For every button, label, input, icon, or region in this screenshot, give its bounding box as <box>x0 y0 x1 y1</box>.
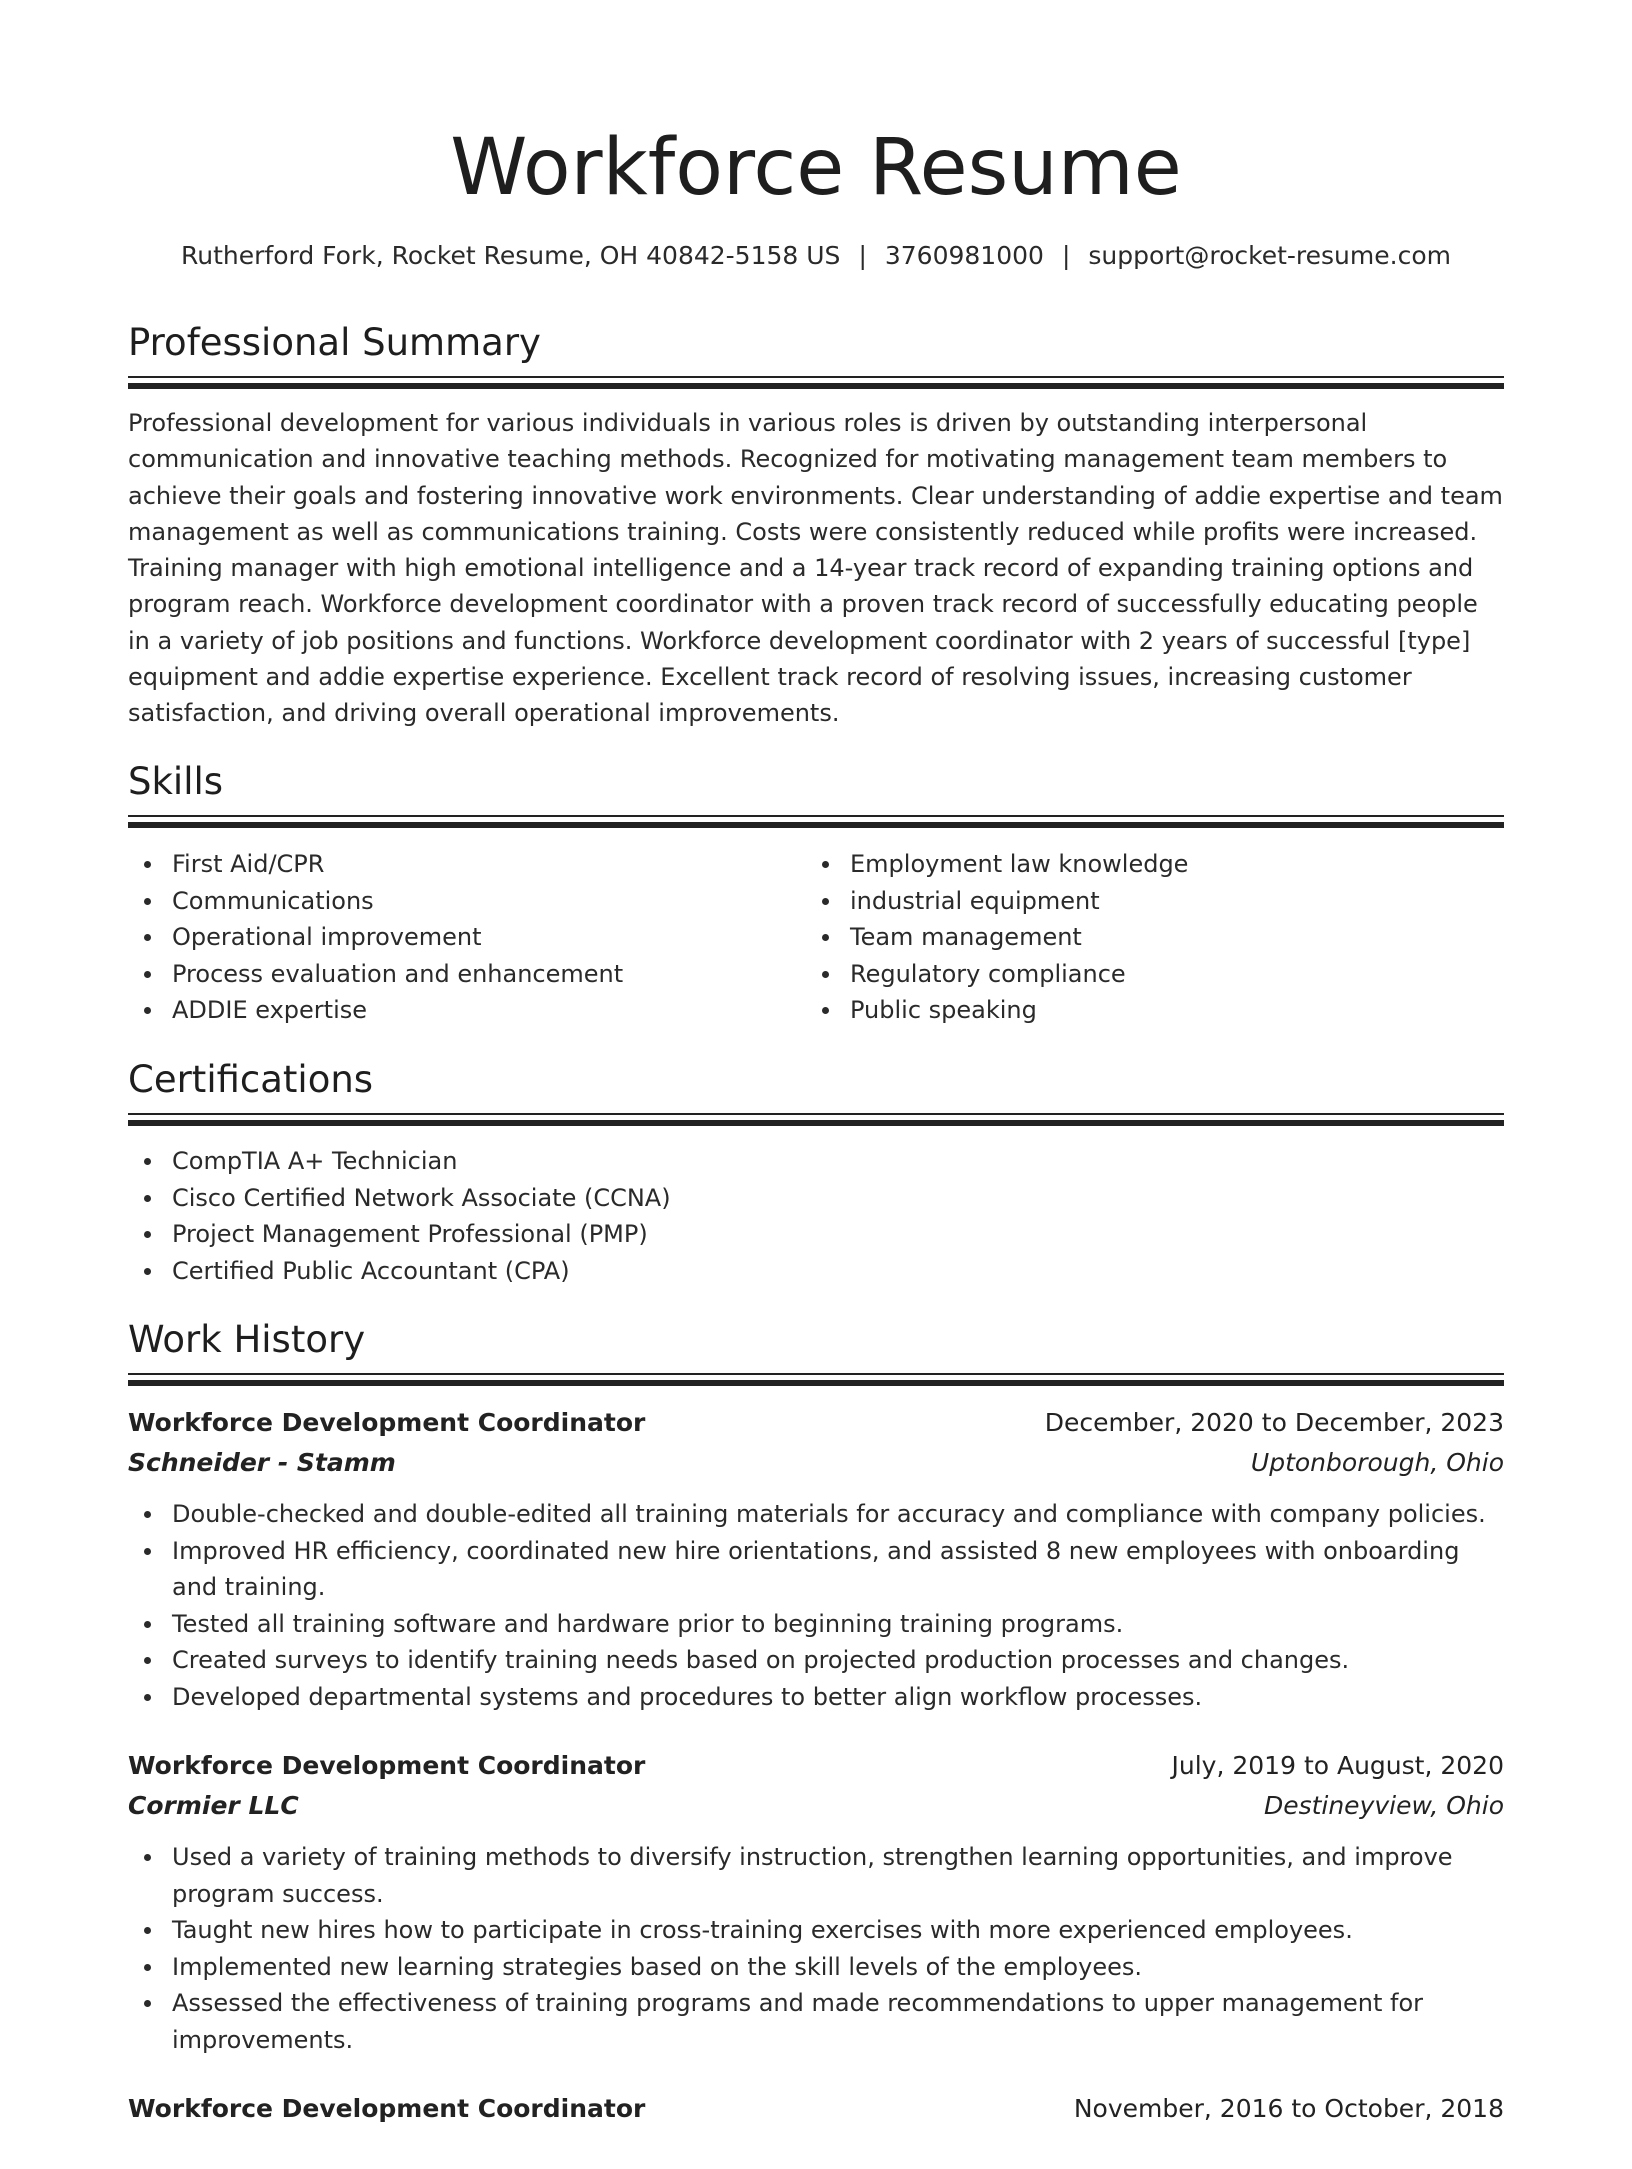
job-bullet: Developed departmental systems and procedures to better align workflow processes. <box>128 1679 1504 1716</box>
job-bullet: Used a variety of training methods to diversify instruction, strengthen learning opportunities, and improve program success. <box>128 1839 1504 1912</box>
contact-phone: 3760981000 <box>884 241 1044 270</box>
skills-list-right <box>806 846 1504 1029</box>
summary-text: Professional development for various individuals in various roles is driven by outstanding interpersonal communication and innovative teaching methods. Recognized for motivating management team members to achieve their goals and fostering innovative work environments. Clear understanding of addie expertise and team management as well as communications training. Costs were consistently reduced while profits were increased. Training manager with high emotional intelligence and a 14-year track record of expanding training options and program reach. Workforce development coordinator with a proven track record of successfully educating people in a variety of job positions and functions. Workforce development coordinator with 2 years of successful [type] equipment and addie expertise experience. Excellent track record of resolving issues, increasing customer satisfaction, and driving overall operational improvements. <box>128 409 1503 728</box>
contact-line <box>128 236 1504 276</box>
job-dates: December, 2020 to December, 2023 <box>1044 1408 1504 1437</box>
skill-item: Communications <box>128 883 788 920</box>
section-title-summary: Professional Summary <box>128 321 541 364</box>
job-company: Cormier LLC <box>128 1791 299 1820</box>
skill-item: Regulatory compliance <box>806 956 1504 993</box>
job-title: Workforce Development Coordinator <box>128 1408 646 1437</box>
job-bullet: Tested all training software and hardware prior to beginning training programs. <box>128 1606 1504 1643</box>
skill-item: Operational improvement <box>128 919 788 956</box>
section-title-skills: Skills <box>128 760 224 803</box>
job-header <box>128 2089 1504 2169</box>
contact-address: Rutherford Fork, Rocket Resume, OH 40842-5158 US <box>181 241 841 270</box>
job-dates: July, 2019 to August, 2020 <box>1171 1751 1504 1780</box>
certification-item: Project Management Professional (PMP) <box>128 1216 1504 1253</box>
section-divider <box>128 1373 1504 1383</box>
skill-item: Team management <box>806 919 1504 956</box>
job-header <box>128 1403 1504 1483</box>
skill-item: First Aid/CPR <box>128 846 788 883</box>
job-bullets <box>128 1839 1504 2058</box>
job-bullet: Double-checked and double-edited all training materials for accuracy and compliance with company policies. <box>128 1496 1504 1533</box>
job-dates: November, 2016 to October, 2018 <box>1073 2094 1504 2123</box>
resume-name: Workforce Resume <box>450 123 1182 213</box>
certifications-list <box>128 1143 1504 1289</box>
skill-item: ADDIE expertise <box>128 992 788 1029</box>
section-divider <box>128 815 1504 825</box>
job-bullet: Taught new hires how to participate in cross-training exercises with more experienced employees. <box>128 1912 1504 1949</box>
job-company: Schneider - Stamm <box>128 1448 396 1477</box>
section-title-work-history: Work History <box>128 1318 366 1361</box>
section-title-certifications: Certifications <box>128 1058 374 1101</box>
skill-item: Process evaluation and enhancement <box>128 956 788 993</box>
section-divider <box>128 376 1504 386</box>
skill-item: Public speaking <box>806 992 1504 1029</box>
certification-item: Certified Public Accountant (CPA) <box>128 1253 1504 1290</box>
certification-item: CompTIA A+ Technician <box>128 1143 1504 1180</box>
section-divider <box>128 1113 1504 1123</box>
skill-item: Employment law knowledge <box>806 846 1504 883</box>
contact-separator: | <box>1061 241 1071 270</box>
job-location: Uptonborough, Ohio <box>1250 1448 1504 1477</box>
skills-list-left <box>128 846 788 1029</box>
job-bullet: Improved HR efficiency, coordinated new hire orientations, and assisted 8 new employees with onboarding and training. <box>128 1533 1504 1606</box>
job-bullet: Assessed the effectiveness of training programs and made recommendations to upper management for improvements. <box>128 1985 1504 2058</box>
job-bullets <box>128 1496 1504 1715</box>
job-bullet: Implemented new learning strategies based on the skill levels of the employees. <box>128 1949 1504 1986</box>
contact-email: support@rocket-resume.com <box>1088 241 1451 270</box>
contact-separator: | <box>858 241 867 270</box>
job-bullet: Created surveys to identify training needs based on projected production processes and changes. <box>128 1642 1504 1679</box>
job-location: Destineyview, Ohio <box>1263 1791 1504 1820</box>
skill-item: industrial equipment <box>806 883 1504 920</box>
job-title: Workforce Development Coordinator <box>128 2094 646 2123</box>
certification-item: Cisco Certified Network Associate (CCNA) <box>128 1180 1504 1217</box>
job-title: Workforce Development Coordinator <box>128 1751 646 1780</box>
job-header <box>128 1746 1504 1826</box>
